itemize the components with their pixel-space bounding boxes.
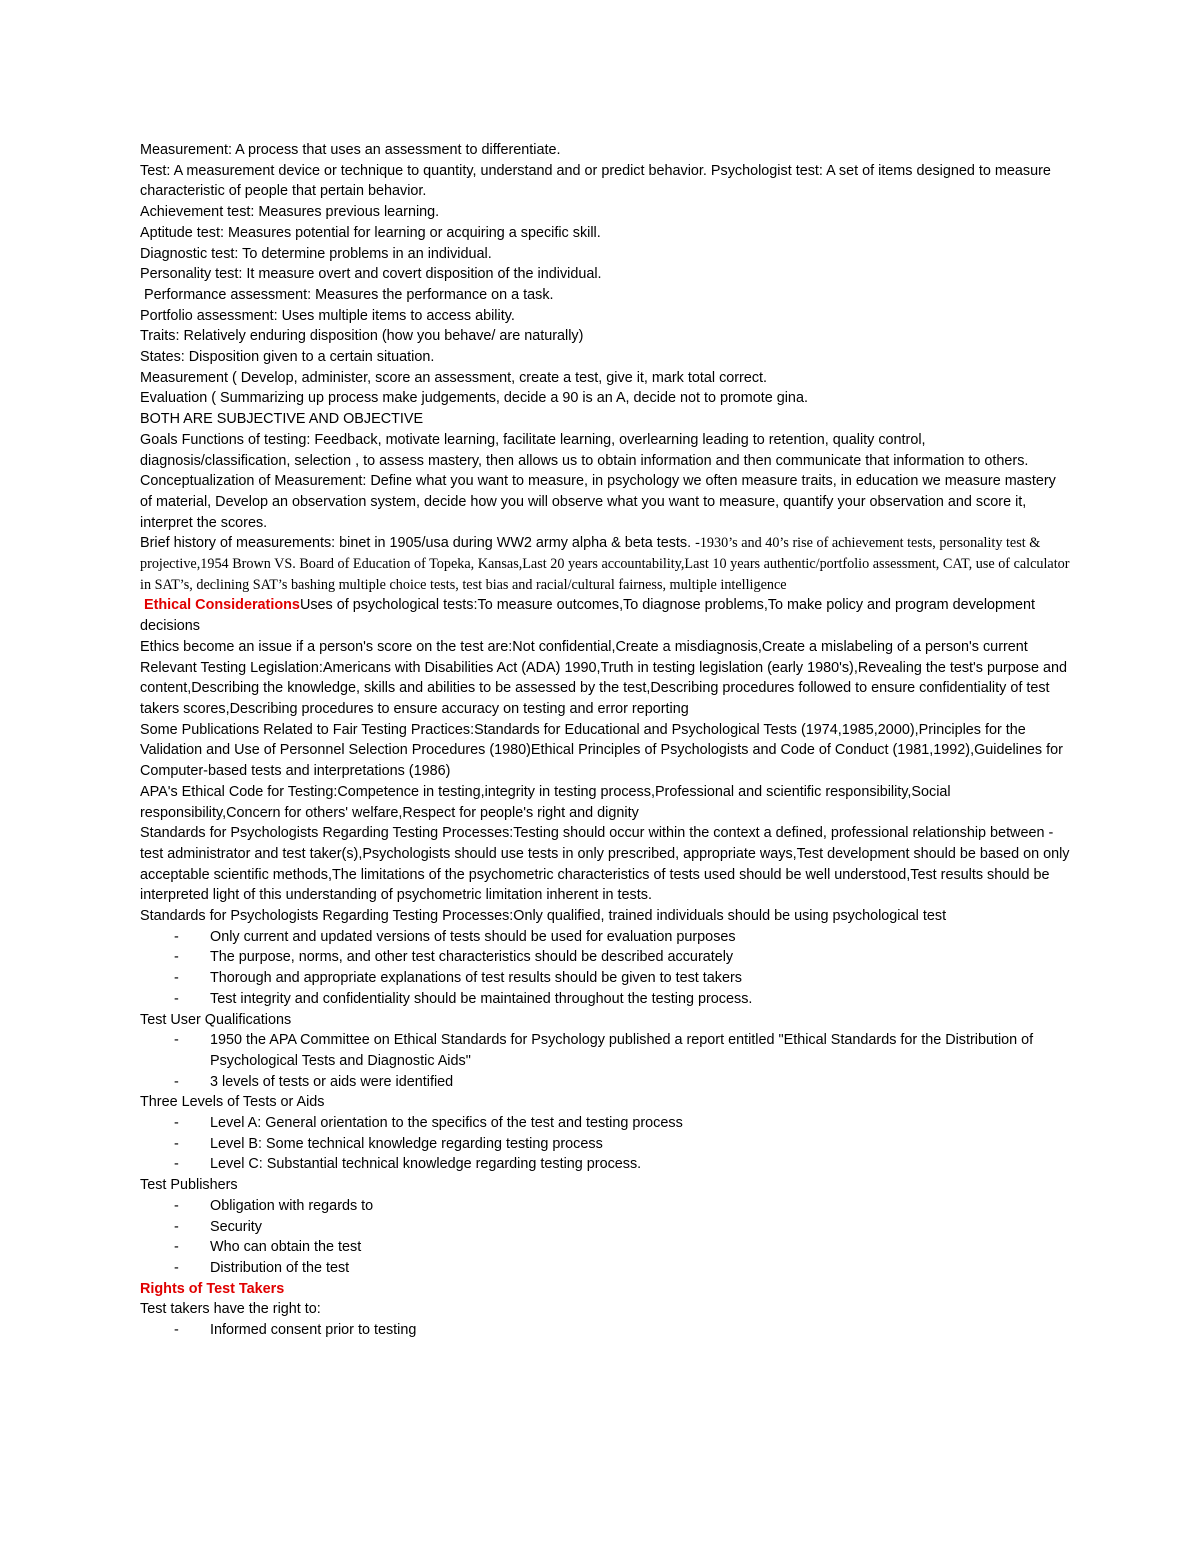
rights-of-test-takers-heading: Rights of Test Takers: [140, 1280, 285, 1297]
rights-list: [140, 1320, 1070, 1341]
dash-bullet: -: [174, 949, 179, 966]
dash-bullet: -: [174, 1322, 179, 1339]
levels-list: [140, 1113, 1070, 1175]
standards-list: [140, 927, 1070, 1010]
evaluation-steps: Evaluation ( Summarizing up process make judgements, decide a 90 is an A, decide not to promote gina.: [140, 390, 808, 407]
definition-portfolio-assessment: Portfolio assessment: Uses multiple items to access ability.: [140, 307, 515, 324]
list-item: - Informed consent prior to testing: [140, 1320, 1070, 1341]
qualifications-list: [140, 1030, 1070, 1092]
definition-measurement: Measurement: A process that uses an assessment to differentiate.: [140, 142, 561, 158]
list-item: - The purpose, norms, and other test characteristics should be described accurately: [140, 947, 1070, 968]
dash-bullet: -: [174, 1156, 179, 1173]
list-item: - Who can obtain the test: [140, 1237, 1070, 1258]
dash-bullet: -: [174, 1239, 179, 1256]
measurement-steps: Measurement ( Develop, administer, score an assessment, create a test, give it, mark total correct.: [140, 369, 768, 386]
list-item: - Level B: Some technical knowledge regarding testing process: [140, 1134, 1070, 1155]
both-subjective-objective: BOTH ARE SUBJECTIVE AND OBJECTIVE: [140, 411, 424, 428]
list-item: - 3 levels of tests or aids were identified: [140, 1072, 1070, 1093]
dash-bullet: -: [174, 1197, 179, 1214]
fair-testing-publications: Some Publications Related to Fair Testing Practices:Standards for Educational and Psychological Tests (1974,1985,2000),Principles for the Validation and Use of Personnel Selection Procedures (1980)Ethical Principles of Psychologists and Code of Conduct (1981,1992),Guidelines for Computer-based tests and interpretations (1986): [140, 721, 1063, 780]
list-item: - Obligation with regards to: [140, 1196, 1070, 1217]
dash-bullet: -: [174, 1218, 179, 1235]
definition-achievement-test: Achievement test: Measures previous learning.: [140, 204, 440, 221]
standards-testing-processes-1: Standards for Psychologists Regarding Testing Processes:Testing should occur within the context a defined, professional relationship between -test administrator and test taker(s),Psychologists should use tests in only prescribed, appropriate ways,Test development should be based on only acceptable scientific methods,The limitations of the psychometric characteristics of tests used should be well understood,Test results should be interpreted light of this understanding of psychometric limitation inherent in tests.: [140, 825, 1070, 904]
dash-bullet: -: [174, 970, 179, 987]
dash-bullet: -: [174, 1135, 179, 1152]
dash-bullet: -: [174, 990, 179, 1007]
dash-bullet: -: [174, 928, 179, 945]
dash-bullet: -: [174, 1259, 179, 1276]
brief-history-timeline: -1930’s and 40’s rise of achievement tests, personality test & projective,1954 Brown VS. Board of Education of Topeka, Kansas,Last 20 years accountability,Last 10 years authentic/portfolio assessment, CAT, use of calculator in SAT’s, declining SAT’s bashing multiple choice tests, test bias and racial/cultural fairness, multiple intelligence: [140, 535, 1070, 593]
list-item: - Test integrity and confidentiality should be maintained throughout the testing process.: [140, 989, 1070, 1010]
three-levels-heading: Three Levels of Tests or Aids: [140, 1094, 325, 1111]
ethical-considerations: [140, 595, 1070, 636]
definition-traits: Traits: Relatively enduring disposition (how you behave/ are naturally): [140, 328, 584, 345]
apa-ethical-code: APA's Ethical Code for Testing:Competence in testing,integrity in testing process,Professional and scientific responsibility,Social responsibility,Concern for others' welfare,Respect for people's right and dignity: [140, 783, 951, 821]
ethics-issues: Ethics become an issue if a person's score on the test are:Not confidential,Create a misdiagnosis,Create a mislabeling of a person's current: [140, 638, 1028, 655]
publishers-list: [140, 1196, 1070, 1279]
brief-history: [140, 533, 1070, 595]
list-item: - Level C: Substantial technical knowledge regarding testing process.: [140, 1154, 1070, 1175]
test-user-qualifications-heading: Test User Qualifications: [140, 1011, 292, 1028]
uses-of-psychological-tests: Uses of psychological tests:To measure outcomes,To diagnose problems,To make policy and program development decisions: [140, 597, 1036, 635]
document-page: [140, 140, 1070, 1341]
dash-bullet: -: [174, 1032, 179, 1049]
goals-functions-of-testing: Goals Functions of testing: Feedback, motivate learning, facilitate learning, overlearning leading to retention, quality control, diagnosis/classification, selection , to assess mastery, then allows us to obtain information and then communicate that information to others.: [140, 431, 1029, 469]
test-takers-right-intro: Test takers have the right to:: [140, 1301, 321, 1318]
ethical-considerations-heading: Ethical Considerations: [140, 597, 300, 614]
list-item: - 1950 the APA Committee on Ethical Standards for Psychology published a report entitled "Ethical Standards for the Distribution of Psychological Tests and Diagnostic Aids": [174, 1032, 1034, 1069]
list-item: - Level A: General orientation to the specifics of the test and testing process: [140, 1113, 1070, 1134]
standards-testing-processes-2: Standards for Psychologists Regarding Testing Processes:Only qualified, trained individuals should be using psychological test: [140, 908, 947, 925]
list-item: - Only current and updated versions of tests should be used for evaluation purposes: [140, 927, 1070, 948]
list-item: - Distribution of the test: [140, 1258, 1070, 1279]
definition-states: States: Disposition given to a certain situation.: [140, 349, 435, 366]
relevant-testing-legislation: Relevant Testing Legislation:Americans with Disabilities Act (ADA) 1990,Truth in testing legislation (early 1980's),Revealing the test's purpose and content,Describing the knowledge, skills and abilities to be assessed by the test,Describing procedures followed to ensure confidentiality of test takers scores,Describing procedures to ensure accuracy on testing and error reporting: [140, 659, 1067, 717]
list-item: - Security: [140, 1217, 1070, 1238]
list-item: - Thorough and appropriate explanations of test results should be given to test takers: [140, 968, 1070, 989]
definition-test: Test: A measurement device or technique to quantity, understand and or predict behavior. Psychologist test: A set of items designed to measure characteristic of people that pertain behavior.: [140, 162, 1051, 200]
definition-personality-test: Personality test: It measure overt and covert disposition of the individual.: [140, 266, 602, 283]
dash-bullet: -: [174, 1115, 179, 1132]
dash-bullet: -: [174, 1073, 179, 1090]
definition-diagnostic-test: Diagnostic test: To determine problems in an individual.: [140, 245, 492, 262]
test-publishers-heading: Test Publishers: [140, 1177, 238, 1194]
definition-performance-assessment: Performance assessment: Measures the performance on a task.: [140, 286, 554, 303]
brief-history-intro: Brief history of measurements: binet in 1905/usa during WW2 army alpha & beta tests.: [140, 535, 696, 552]
definition-aptitude-test: Aptitude test: Measures potential for learning or acquiring a specific skill.: [140, 224, 601, 241]
conceptualization-of-measurement: Conceptualization of Measurement: Define what you want to measure, in psychology we often measure traits, in education we measure mastery of material, Develop an observation system, decide how you will observe what you want to measure, quantify your observation and score it, interpret the scores.: [140, 473, 1056, 531]
